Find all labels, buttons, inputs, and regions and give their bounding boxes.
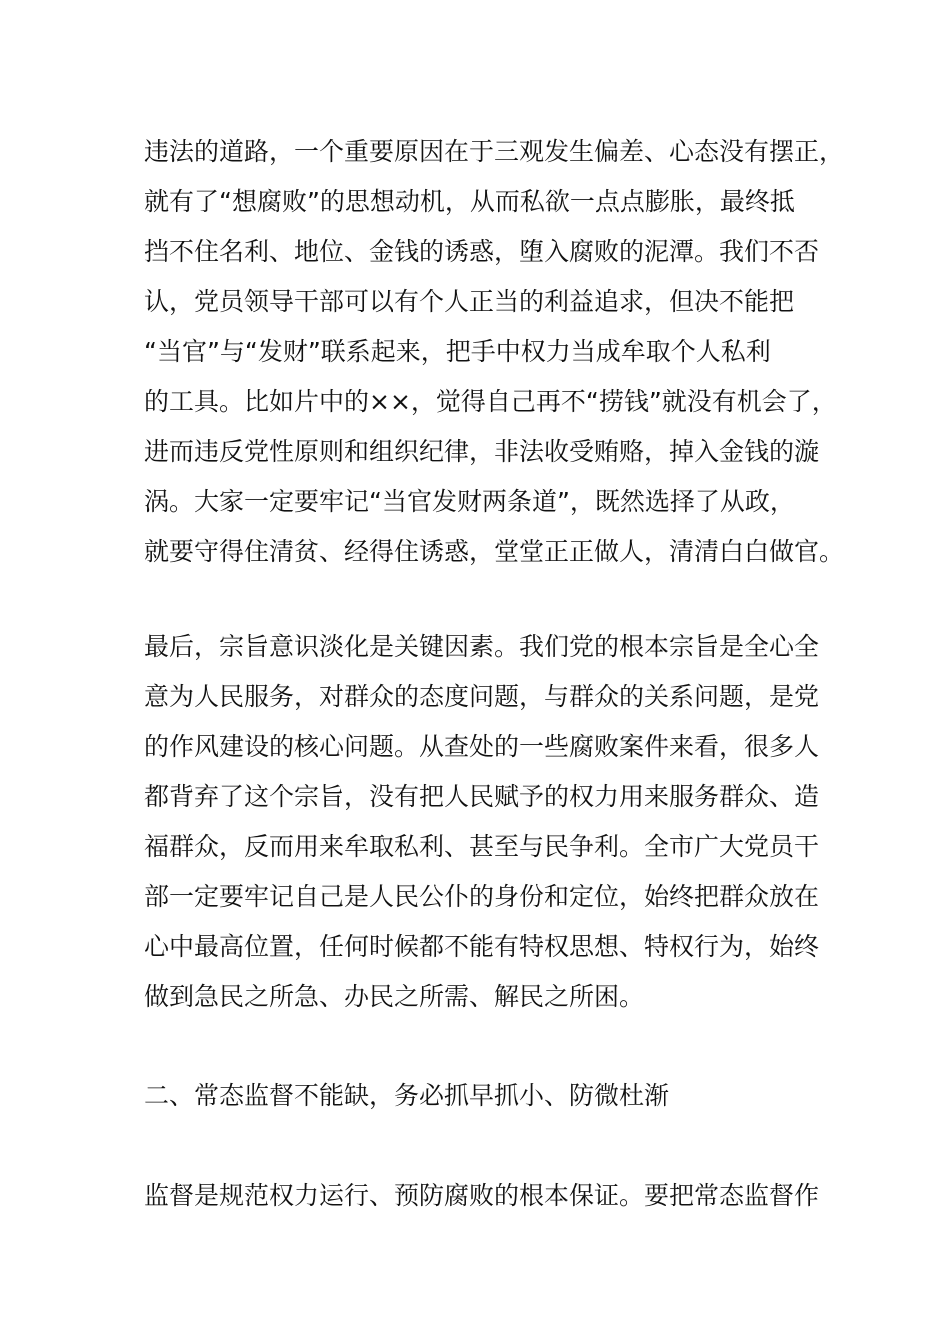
text-line: 做到急民之所急、办民之所需、解民之所困。 <box>144 982 645 1011</box>
text-line: “当官”与“发财”联系起来，把手中权力当成牟取个人私利 <box>144 337 771 366</box>
section-heading-text: 二、常态监督不能缺，务必抓早抓小、防微杜渐 <box>144 1081 670 1110</box>
section-heading <box>144 1071 824 1121</box>
text-line: 挡不住名利、地位、金钱的诱惑，堕入腐败的泥潭。我们不否 <box>144 237 820 266</box>
text-line: 福群众，反而用来牟取私利、甚至与民争利。全市广大党员干 <box>144 832 820 861</box>
text-line: 心中最高位置，任何时候都不能有特权思想、特权行为，始终 <box>144 932 820 961</box>
body-paragraph <box>144 1171 824 1221</box>
text-line: 认，党员领导干部可以有个人正当的利益追求，但决不能把 <box>144 287 795 316</box>
text-line: 就有了“想腐败”的思想动机，从而私欲一点点膨胀，最终抵 <box>144 187 795 216</box>
text-line: 涡。大家一定要牢记“当官发财两条道”，既然选择了从政， <box>144 487 795 516</box>
text-line: 的工具。比如片中的××，觉得自己再不“捞钱”就没有机会了， <box>144 387 837 416</box>
body-paragraph <box>144 622 824 1022</box>
text-line: 最后，宗旨意识淡化是关键因素。我们党的根本宗旨是全心全 <box>144 632 820 661</box>
text-line: 违法的道路，一个重要原因在于三观发生偏差、心态没有摆正， <box>144 137 845 166</box>
text-line: 进而违反党性原则和组织纪律，非法收受贿赂，掉入金钱的漩 <box>144 437 820 466</box>
text-line: 的作风建设的核心问题。从查处的一些腐败案件来看，很多人 <box>144 732 820 761</box>
text-line: 都背弃了这个宗旨，没有把人民赋予的权力用来服务群众、造 <box>144 782 820 811</box>
text-line: 监督是规范权力运行、预防腐败的根本保证。要把常态监督作 <box>144 1181 820 1210</box>
body-paragraph <box>144 127 845 577</box>
text-line: 就要守得住清贫、经得住诱惑，堂堂正正做人，清清白白做官。 <box>144 537 845 566</box>
text-line: 意为人民服务，对群众的态度问题，与群众的关系问题，是党 <box>144 682 820 711</box>
text-line: 部一定要牢记自己是人民公仆的身份和定位，始终把群众放在 <box>144 882 820 911</box>
